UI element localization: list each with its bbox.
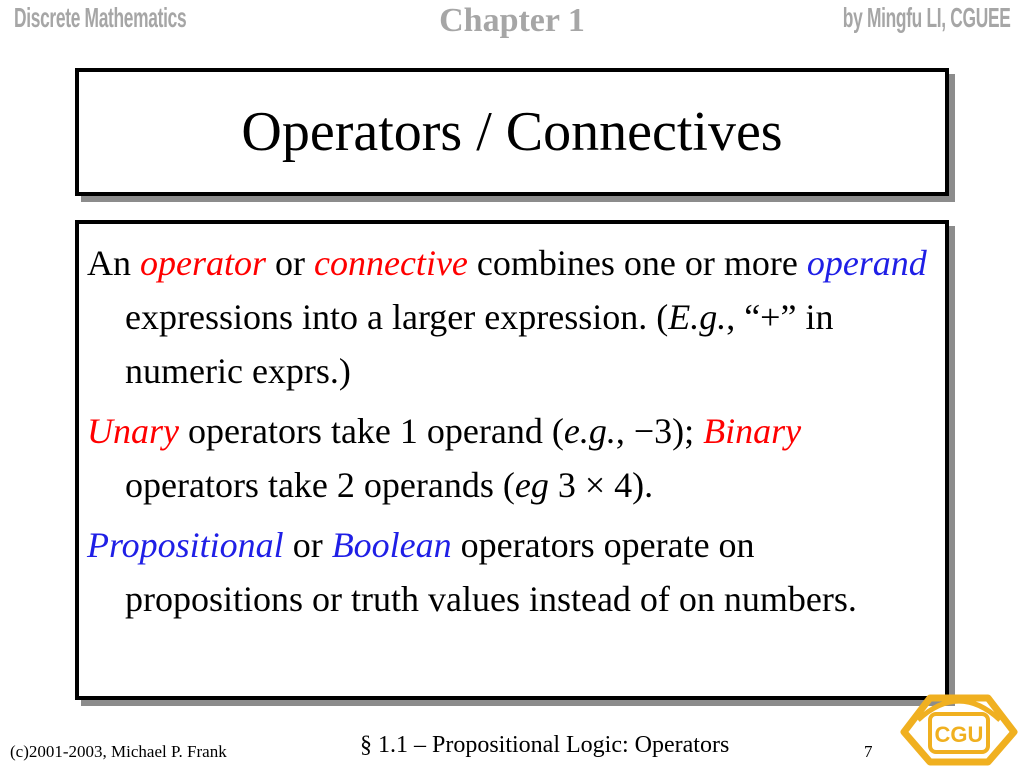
text-run: operators operate on propositions or truth values instead of on numbers. xyxy=(125,525,857,619)
term-operator: operator xyxy=(140,243,266,283)
university-logo-icon xyxy=(900,684,1018,766)
paragraph-propositional xyxy=(87,518,937,626)
slide-title-box xyxy=(75,68,949,196)
text-run: expressions into a larger expression. ( xyxy=(125,297,669,337)
term-binary: Binary xyxy=(703,411,802,451)
text-run: operators take 1 operand ( xyxy=(179,411,564,451)
page-number: 7 xyxy=(864,742,873,761)
author-header: by Mingfu LI, CGUEE xyxy=(842,2,1010,33)
term-boolean: Boolean xyxy=(331,525,452,565)
text-run: combines one or more xyxy=(467,243,807,283)
abbrev-eg: e.g. xyxy=(563,411,616,451)
paragraph-operator-definition xyxy=(87,236,937,398)
abbrev-eg: eg xyxy=(514,465,549,505)
text-run: 3 × 4). xyxy=(548,465,654,505)
chapter-header: Chapter 1 xyxy=(439,2,585,39)
term-propositional: Propositional xyxy=(87,525,284,565)
text-run: operators take 2 operands ( xyxy=(125,465,515,505)
text-run: or xyxy=(283,525,332,565)
term-unary: Unary xyxy=(87,411,179,451)
slide-body-box xyxy=(75,220,949,700)
text-run: , “+” in numeric exprs.) xyxy=(125,297,834,391)
text-run: , −3); xyxy=(615,411,704,451)
logo-text: CGU xyxy=(934,722,984,747)
abbrev-eg: E.g. xyxy=(668,297,727,337)
term-operand: operand xyxy=(806,243,927,283)
text-run: An xyxy=(87,243,140,283)
course-title-header: Discrete Mathematics xyxy=(14,2,187,33)
term-connective: connective xyxy=(314,243,468,283)
slide-title: Operators / Connectives xyxy=(241,101,783,163)
text-run: or xyxy=(266,243,314,283)
paragraph-unary-binary xyxy=(87,404,937,512)
footer-section-title: § 1.1 – Propositional Logic: Operators xyxy=(360,732,730,758)
footer-copyright: (c)2001-2003, Michael P. Frank xyxy=(10,742,227,761)
